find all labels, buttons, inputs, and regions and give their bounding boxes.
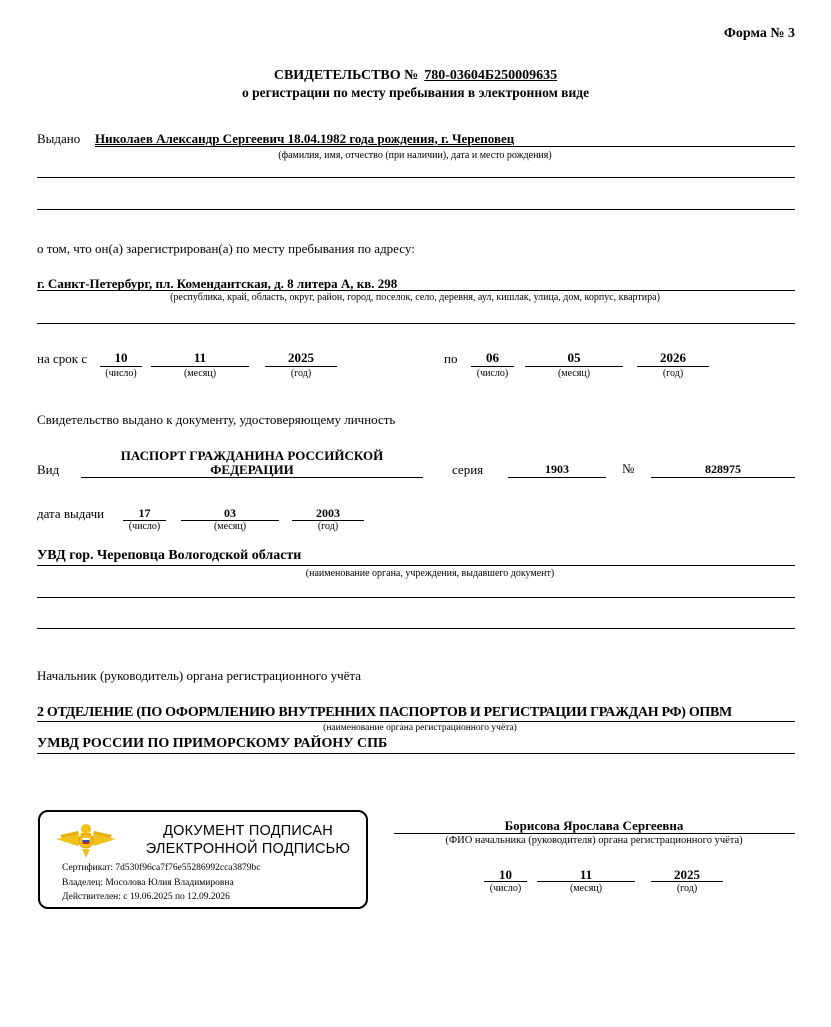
doc-number: 828975 bbox=[705, 462, 741, 476]
e-signature-title-line1: ДОКУМЕНТ ПОДПИСАН bbox=[163, 823, 333, 839]
period-to-year: 2026 bbox=[660, 350, 686, 365]
head-name-hint: (ФИО начальника (руководителя) органа регистрационного учёта) bbox=[445, 835, 743, 846]
field-line bbox=[265, 366, 337, 367]
authority-head-label: Начальник (руководитель) органа регистрационного учёта bbox=[37, 668, 361, 683]
head-name: Борисова Ярослава Сергеевна bbox=[504, 818, 684, 833]
hint-day: (число) bbox=[476, 368, 509, 379]
head-date-day: 10 bbox=[499, 867, 512, 882]
doc-kind-line2: ФЕДЕРАЦИИ bbox=[210, 462, 294, 477]
address-line bbox=[37, 290, 795, 291]
address-hint: (республика, край, область, округ, район, город, поселок, село, деревня, аул, кишлак, улица, дом, корпус, квартира) bbox=[170, 292, 660, 303]
field-line bbox=[651, 477, 795, 478]
field-line bbox=[651, 881, 723, 882]
issued-to-value: Николаев Александр Сергеевич 18.04.1982 года рождения, г. Череповец bbox=[95, 131, 515, 146]
field-line bbox=[484, 881, 527, 882]
doc-kind-label: Вид bbox=[37, 462, 60, 477]
hint-year: (год) bbox=[317, 521, 339, 532]
identity-doc-label: Свидетельство выдано к документу, удостоверяющему личность bbox=[37, 412, 396, 427]
field-line bbox=[151, 366, 249, 367]
authority-line bbox=[37, 721, 795, 722]
issued-to-label: Выдано bbox=[37, 131, 81, 146]
issue-date-day: 17 bbox=[138, 506, 151, 520]
authority-line1: 2 ОТДЕЛЕНИЕ (ПО ОФОРМЛЕНИЮ ВНУТРЕННИХ ПАСПОРТОВ И РЕГИСТРАЦИИ ГРАЖДАН РФ) ОПВМ bbox=[37, 705, 732, 720]
title-prefix: СВИДЕТЕЛЬСТВО № bbox=[273, 68, 419, 83]
field-line bbox=[537, 881, 635, 882]
form-number: Форма № 3 bbox=[723, 26, 795, 41]
mvd-emblem-icon bbox=[54, 820, 118, 860]
head-name-line bbox=[394, 833, 795, 834]
series-label: серия bbox=[452, 462, 484, 477]
issue-date-month: 03 bbox=[224, 506, 236, 520]
e-signature-validity: Действителен: с 19.06.2025 по 12.09.2026 bbox=[62, 892, 230, 902]
issue-date-year: 2003 bbox=[316, 506, 340, 520]
document-subtitle: о регистрации по месту пребывания в электронном виде bbox=[241, 85, 590, 100]
hint-day: (число) bbox=[105, 368, 137, 379]
hint-year: (год) bbox=[662, 368, 684, 379]
hint-month: (месяц) bbox=[569, 883, 603, 894]
authority-line2: УМВД РОССИИ ПО ПРИМОРСКОМУ РАЙОНУ СПБ bbox=[37, 736, 388, 751]
period-to-month: 05 bbox=[567, 350, 581, 365]
hint-month: (месяц) bbox=[183, 368, 217, 379]
e-signature-title-line2: ЭЛЕКТРОННОЙ ПОДПИСЬЮ bbox=[145, 841, 351, 857]
number-label: № bbox=[622, 461, 635, 476]
hint-year: (год) bbox=[676, 883, 698, 894]
field-line bbox=[637, 366, 709, 367]
hint-day: (число) bbox=[128, 521, 161, 532]
certificate-number: 780-03604Б250009635 bbox=[424, 68, 558, 83]
authority-hint: (наименование органа регистрационного учёта) bbox=[323, 723, 517, 733]
blank-line bbox=[37, 597, 795, 598]
e-signature-title bbox=[138, 822, 358, 858]
head-date-year: 2025 bbox=[674, 867, 700, 882]
field-line bbox=[525, 366, 623, 367]
e-signature-owner: Владелец: Мосолова Юлия Владимировна bbox=[62, 878, 234, 888]
field-line bbox=[508, 477, 606, 478]
doc-kind-line1: ПАСПОРТ ГРАЖДАНИНА РОССИЙСКОЙ bbox=[120, 448, 384, 463]
period-from-day: 10 bbox=[114, 350, 128, 365]
e-signature-certificate: Сертификат: 7d530f96ca7f76e55286992cca3879bc bbox=[62, 863, 261, 873]
period-to-day: 06 bbox=[486, 350, 499, 365]
issuer-hint: (наименование органа, учреждения, выдавшего документ) bbox=[305, 568, 555, 579]
period-from-year: 2025 bbox=[288, 350, 314, 365]
field-line bbox=[81, 477, 423, 478]
e-signature-stamp bbox=[38, 810, 368, 909]
issued-to-hint: (фамилия, имя, отчество (при наличии), дата и место рождения) bbox=[278, 150, 552, 161]
period-from-month: 11 bbox=[193, 350, 207, 365]
blank-line bbox=[37, 628, 795, 629]
hint-year: (год) bbox=[290, 368, 312, 379]
hint-month: (месяц) bbox=[213, 521, 247, 532]
document-title bbox=[0, 68, 831, 84]
period-from-label: на срок с bbox=[37, 351, 88, 366]
address-value: г. Санкт-Петербург, пл. Комендантская, д. 8 литера А, кв. 298 bbox=[37, 276, 398, 291]
issuer-line bbox=[37, 565, 795, 566]
head-date-month: 11 bbox=[579, 867, 593, 882]
issuer-value: УВД гор. Череповца Вологодской области bbox=[37, 548, 302, 563]
hint-month: (месяц) bbox=[557, 368, 591, 379]
period-to-label: по bbox=[444, 351, 458, 366]
doc-series: 1903 bbox=[545, 462, 569, 476]
blank-line bbox=[37, 209, 795, 210]
address-label: о том, что он(а) зарегистрирован(а) по месту пребывания по адресу: bbox=[37, 241, 415, 256]
hint-day: (число) bbox=[489, 883, 522, 894]
blank-line bbox=[37, 177, 795, 178]
issue-date-label: дата выдачи bbox=[37, 506, 105, 521]
authority-line bbox=[37, 753, 795, 754]
issued-to-line bbox=[95, 146, 795, 147]
field-line bbox=[471, 366, 514, 367]
field-line bbox=[100, 366, 142, 367]
blank-line bbox=[37, 323, 795, 324]
